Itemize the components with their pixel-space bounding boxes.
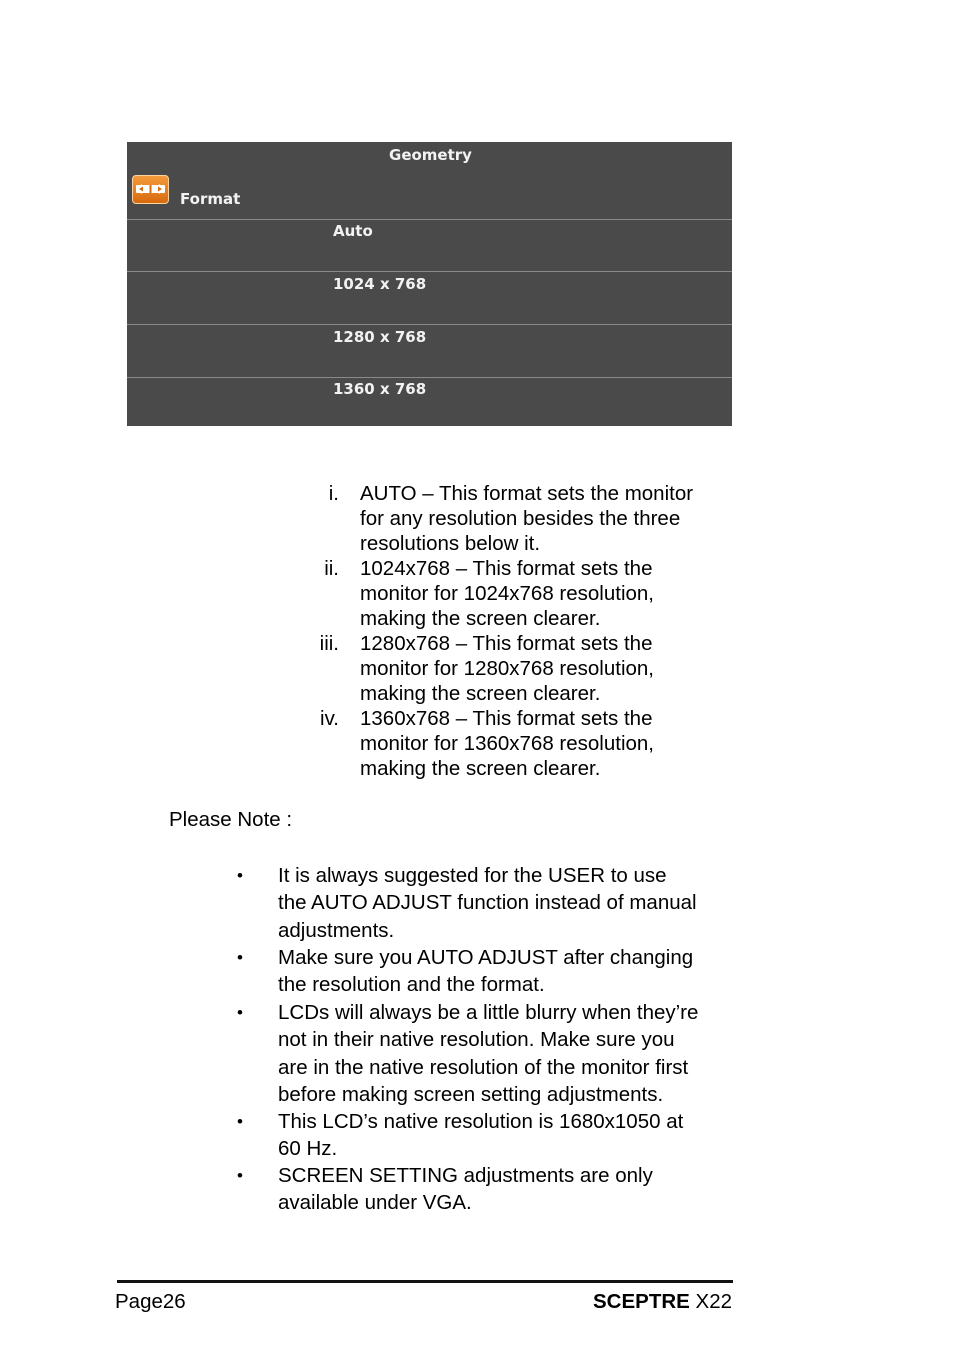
list-text <box>278 999 748 1108</box>
text-line: Make sure you AUTO ADJUST after changing <box>278 946 694 969</box>
text-line: making the screen clearer. <box>360 682 601 705</box>
osd-divider <box>127 324 732 325</box>
list-text <box>278 944 748 999</box>
text-line: not in their native resolution. Make sure you <box>278 1028 675 1052</box>
osd-divider <box>127 271 732 272</box>
text-line: are in the native resolution of the monitor first <box>278 1055 689 1079</box>
list-text <box>360 631 750 706</box>
note-heading: Please Note : <box>169 808 293 831</box>
text-line: AUTO – This format sets the monitor <box>360 482 694 505</box>
text-line: monitor for 1360x768 resolution, <box>360 732 655 755</box>
text-line: monitor for 1280x768 resolution, <box>360 657 655 680</box>
brand-name: SCEPTRE <box>593 1290 690 1313</box>
list-text <box>360 706 750 781</box>
format-arrows-icon <box>132 175 169 204</box>
osd-divider <box>127 219 732 220</box>
text-line: for any resolution besides the three <box>360 507 681 530</box>
osd-divider <box>127 377 732 378</box>
text-line: the resolution and the format. <box>278 973 545 997</box>
bullet-icon: • <box>237 948 243 967</box>
osd-option-1280x768[interactable]: 1280 x 768 <box>333 328 427 346</box>
text-line: 1360x768 – This format sets the <box>360 707 653 730</box>
list-number: ii. <box>324 557 339 580</box>
bullet-icon: • <box>237 1166 243 1185</box>
text-line: monitor for 1024x768 resolution, <box>360 582 655 605</box>
list-number: i. <box>328 482 339 505</box>
text-line: the AUTO ADJUST function instead of manual <box>278 891 697 915</box>
text-line: 60 Hz. <box>278 1137 338 1161</box>
text-line: SCREEN SETTING adjustments are only <box>278 1164 653 1187</box>
list-number: iii. <box>319 632 339 655</box>
text-line: adjustments. <box>278 918 395 942</box>
list-text <box>278 1162 748 1217</box>
footer-product <box>593 1290 732 1314</box>
bullet-icon: • <box>237 1003 243 1022</box>
list-text <box>278 1108 748 1163</box>
text-line: 1280x768 – This format sets the <box>360 632 653 655</box>
footer-divider <box>117 1280 733 1283</box>
text-line: 1024x768 – This format sets the <box>360 557 653 580</box>
list-text <box>360 481 750 556</box>
osd-title: Geometry <box>389 146 472 164</box>
list-text <box>360 556 750 631</box>
text-line: making the screen clearer. <box>360 757 601 780</box>
text-line: LCDs will always be a little blurry when they’re <box>278 1001 699 1024</box>
text-line: resolutions below it. <box>360 532 541 555</box>
osd-section-label: Format <box>180 190 241 208</box>
osd-menu-screenshot <box>127 142 732 426</box>
bullet-icon: • <box>237 866 243 885</box>
osd-option-auto[interactable]: Auto <box>333 222 373 240</box>
list-number: iv. <box>320 707 339 730</box>
text-line: This LCD’s native resolution is 1680x1050 at <box>278 1110 684 1133</box>
page-number: Page26 <box>115 1290 186 1313</box>
text-line: before making screen setting adjustments. <box>278 1082 664 1106</box>
text-line: making the screen clearer. <box>360 607 601 630</box>
osd-option-1024x768[interactable]: 1024 x 768 <box>333 275 427 293</box>
bullet-icon: • <box>237 1112 243 1131</box>
list-text <box>278 862 748 944</box>
model-name: X22 <box>689 1290 732 1313</box>
text-line: It is always suggested for the USER to use <box>278 864 667 887</box>
text-line: available under VGA. <box>278 1191 472 1215</box>
osd-option-1360x768[interactable]: 1360 x 768 <box>333 380 427 398</box>
